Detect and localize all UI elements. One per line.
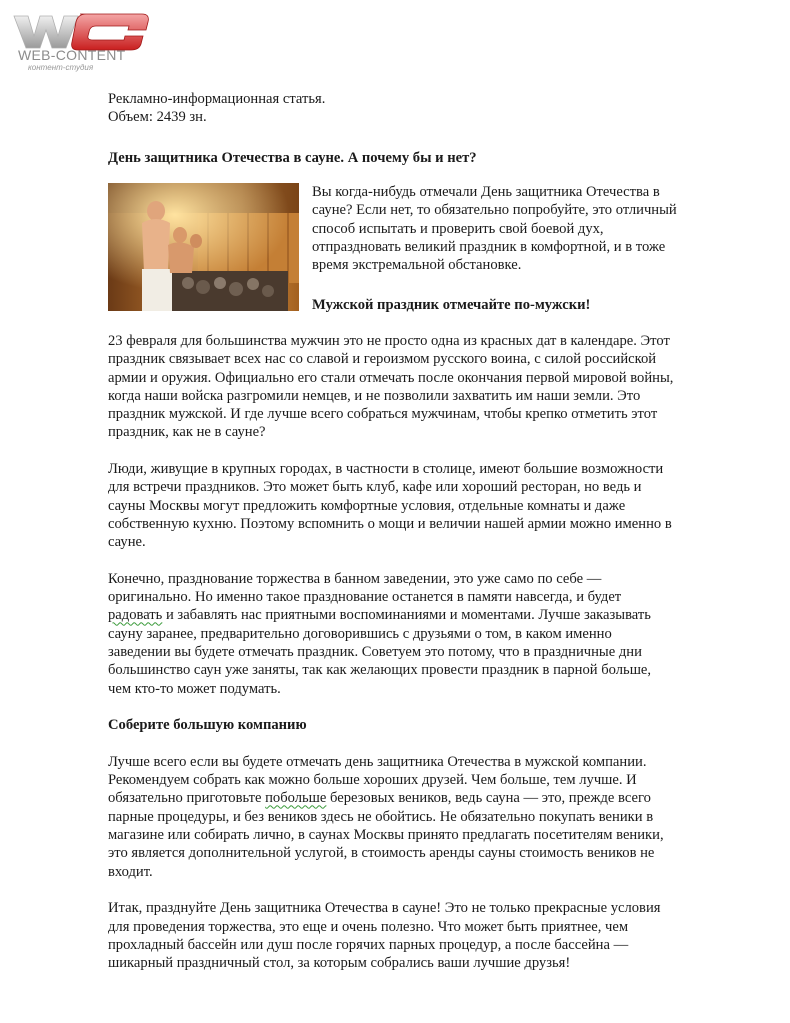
paragraph-5 [108, 899, 738, 972]
text-line: сауну заранее, предварительно договорившись с друзьями о том, в каком именно [108, 625, 612, 642]
text-line: магазине или собирать лично, в саунах Москвы принято предлагать посетителям веники, [108, 827, 664, 844]
article-volume: Объем: 2439 зн. [108, 109, 207, 126]
intro-line: время экстремальной обстановке. [312, 257, 522, 274]
article-body [108, 332, 738, 991]
article-meta [108, 90, 738, 127]
intro-line: Вы когда-нибудь отмечали День защитника Отечества в [312, 184, 660, 200]
text-line: праздник мужской. И где лучше всего собраться мужчинам, чтобы крепко отметить этот [108, 406, 658, 423]
text-line: Конечно, празднование торжества в банном заведении, это уже само по себе — [108, 570, 602, 587]
text-line [108, 606, 738, 624]
text-line: оригинально. Но именно такое празднование останется в памяти навсегда, и будет [108, 589, 622, 606]
paragraph-2 [108, 460, 738, 551]
text-fragment: березовых веников, ведь сауна — это, прежде всего [326, 790, 651, 807]
spellcheck-word: побольше [265, 790, 327, 807]
text-line: Итак, празднуйте День защитника Отечества в сауне! Это не только прекрасные условия [108, 900, 661, 917]
text-line: шикарный праздничный стол, за которым собрались ваши лучшие друзья! [108, 955, 571, 972]
text-line: армии и оружия. Официально его стали отмечать после окончания первой мировой войны, [108, 369, 674, 386]
paragraph-3 [108, 570, 738, 698]
intro-paragraph [312, 183, 742, 274]
text-line: сауны Москвы могут предложить комфортные условия, отдельные комнаты и даже [108, 497, 626, 514]
text-line [108, 789, 738, 807]
text-line: когда наши войска разгромили немцев, и не позволили захватить им наши земли. Это [108, 387, 641, 404]
text-line: Рекомендуем собрать как можно больше хороших друзей. Чем больше, тем лучше. И [108, 772, 637, 789]
text-line: для проведения торжества, это еще и очень полезно. Что может быть приятнее, чем [108, 918, 629, 935]
text-line: Лучше всего если вы будете отмечать день защитника Отечества в мужской компании. [108, 753, 647, 770]
paragraph-4 [108, 753, 738, 881]
text-line: входит. [108, 863, 153, 880]
text-line: для встречи праздников. Это может быть клуб, кафе или хороший ресторан, но ведь и [108, 479, 642, 496]
intro-line: способ испытать и проверить свой боевой дух, [312, 220, 604, 237]
text-line: 23 февраля для большинства мужчин это не просто одна из красных дат в календаре. Этот [108, 333, 670, 349]
text-fragment: и забавлять нас приятными воспоминаниями и моментами. Лучше заказывать [162, 607, 651, 624]
subheading-mens-holiday: Мужской праздник отмечайте по-мужски! [312, 297, 591, 313]
text-line: чем кто-то может подумать. [108, 680, 281, 697]
article-title: День защитника Отечества в сауне. А почему бы и нет? [108, 150, 477, 166]
document-body [108, 90, 738, 972]
text-line: праздник связывает всех нас со славой и героизмом русского воина, с силой российской [108, 351, 657, 368]
article-type: Рекламно-информационная статья. [108, 91, 326, 107]
text-line: собственную кухню. Поэтому вспомнить о мощи и величии нашей армии можно именно в [108, 515, 672, 532]
text-line: большинство саун уже заняты, так как желающих провести праздник в парной больше, [108, 662, 652, 679]
text-line: сауне. [108, 534, 146, 551]
text-line: парные процедуры, и без веников здесь не обойтись. Не обязательно покупать веники в [108, 808, 654, 825]
paragraph-1 [108, 332, 738, 442]
spellcheck-word: радовать [108, 607, 163, 624]
text-line: это является дополнительной услугой, в стоимость аренды сауны стоимость веников не [108, 845, 655, 862]
sauna-photo [108, 183, 299, 311]
text-line: прохладный бассейн или душ после горячих парных процедур, а после бассейна — [108, 936, 629, 953]
logo-tagline: контент-студия [28, 63, 94, 72]
text-fragment: обязательно приготовьте [108, 790, 266, 807]
subheading-big-company: Соберите большую компанию [108, 717, 307, 734]
intro-line: сауне? Если нет, то обязательно попробуйте, это отличный [312, 202, 677, 219]
text-line: Люди, живущие в крупных городах, в частности в столице, имеют большие возможности [108, 461, 664, 478]
intro-line: отпраздновать великий праздник в комфортной, и в тоже [312, 238, 666, 255]
text-line: заведении вы будете отмечать праздник. Советуем это потому, что в праздничные дни [108, 644, 642, 661]
text-line: праздник, как не в сауне? [108, 424, 266, 441]
logo-wordmark: WEB-CONTENT [18, 47, 126, 63]
